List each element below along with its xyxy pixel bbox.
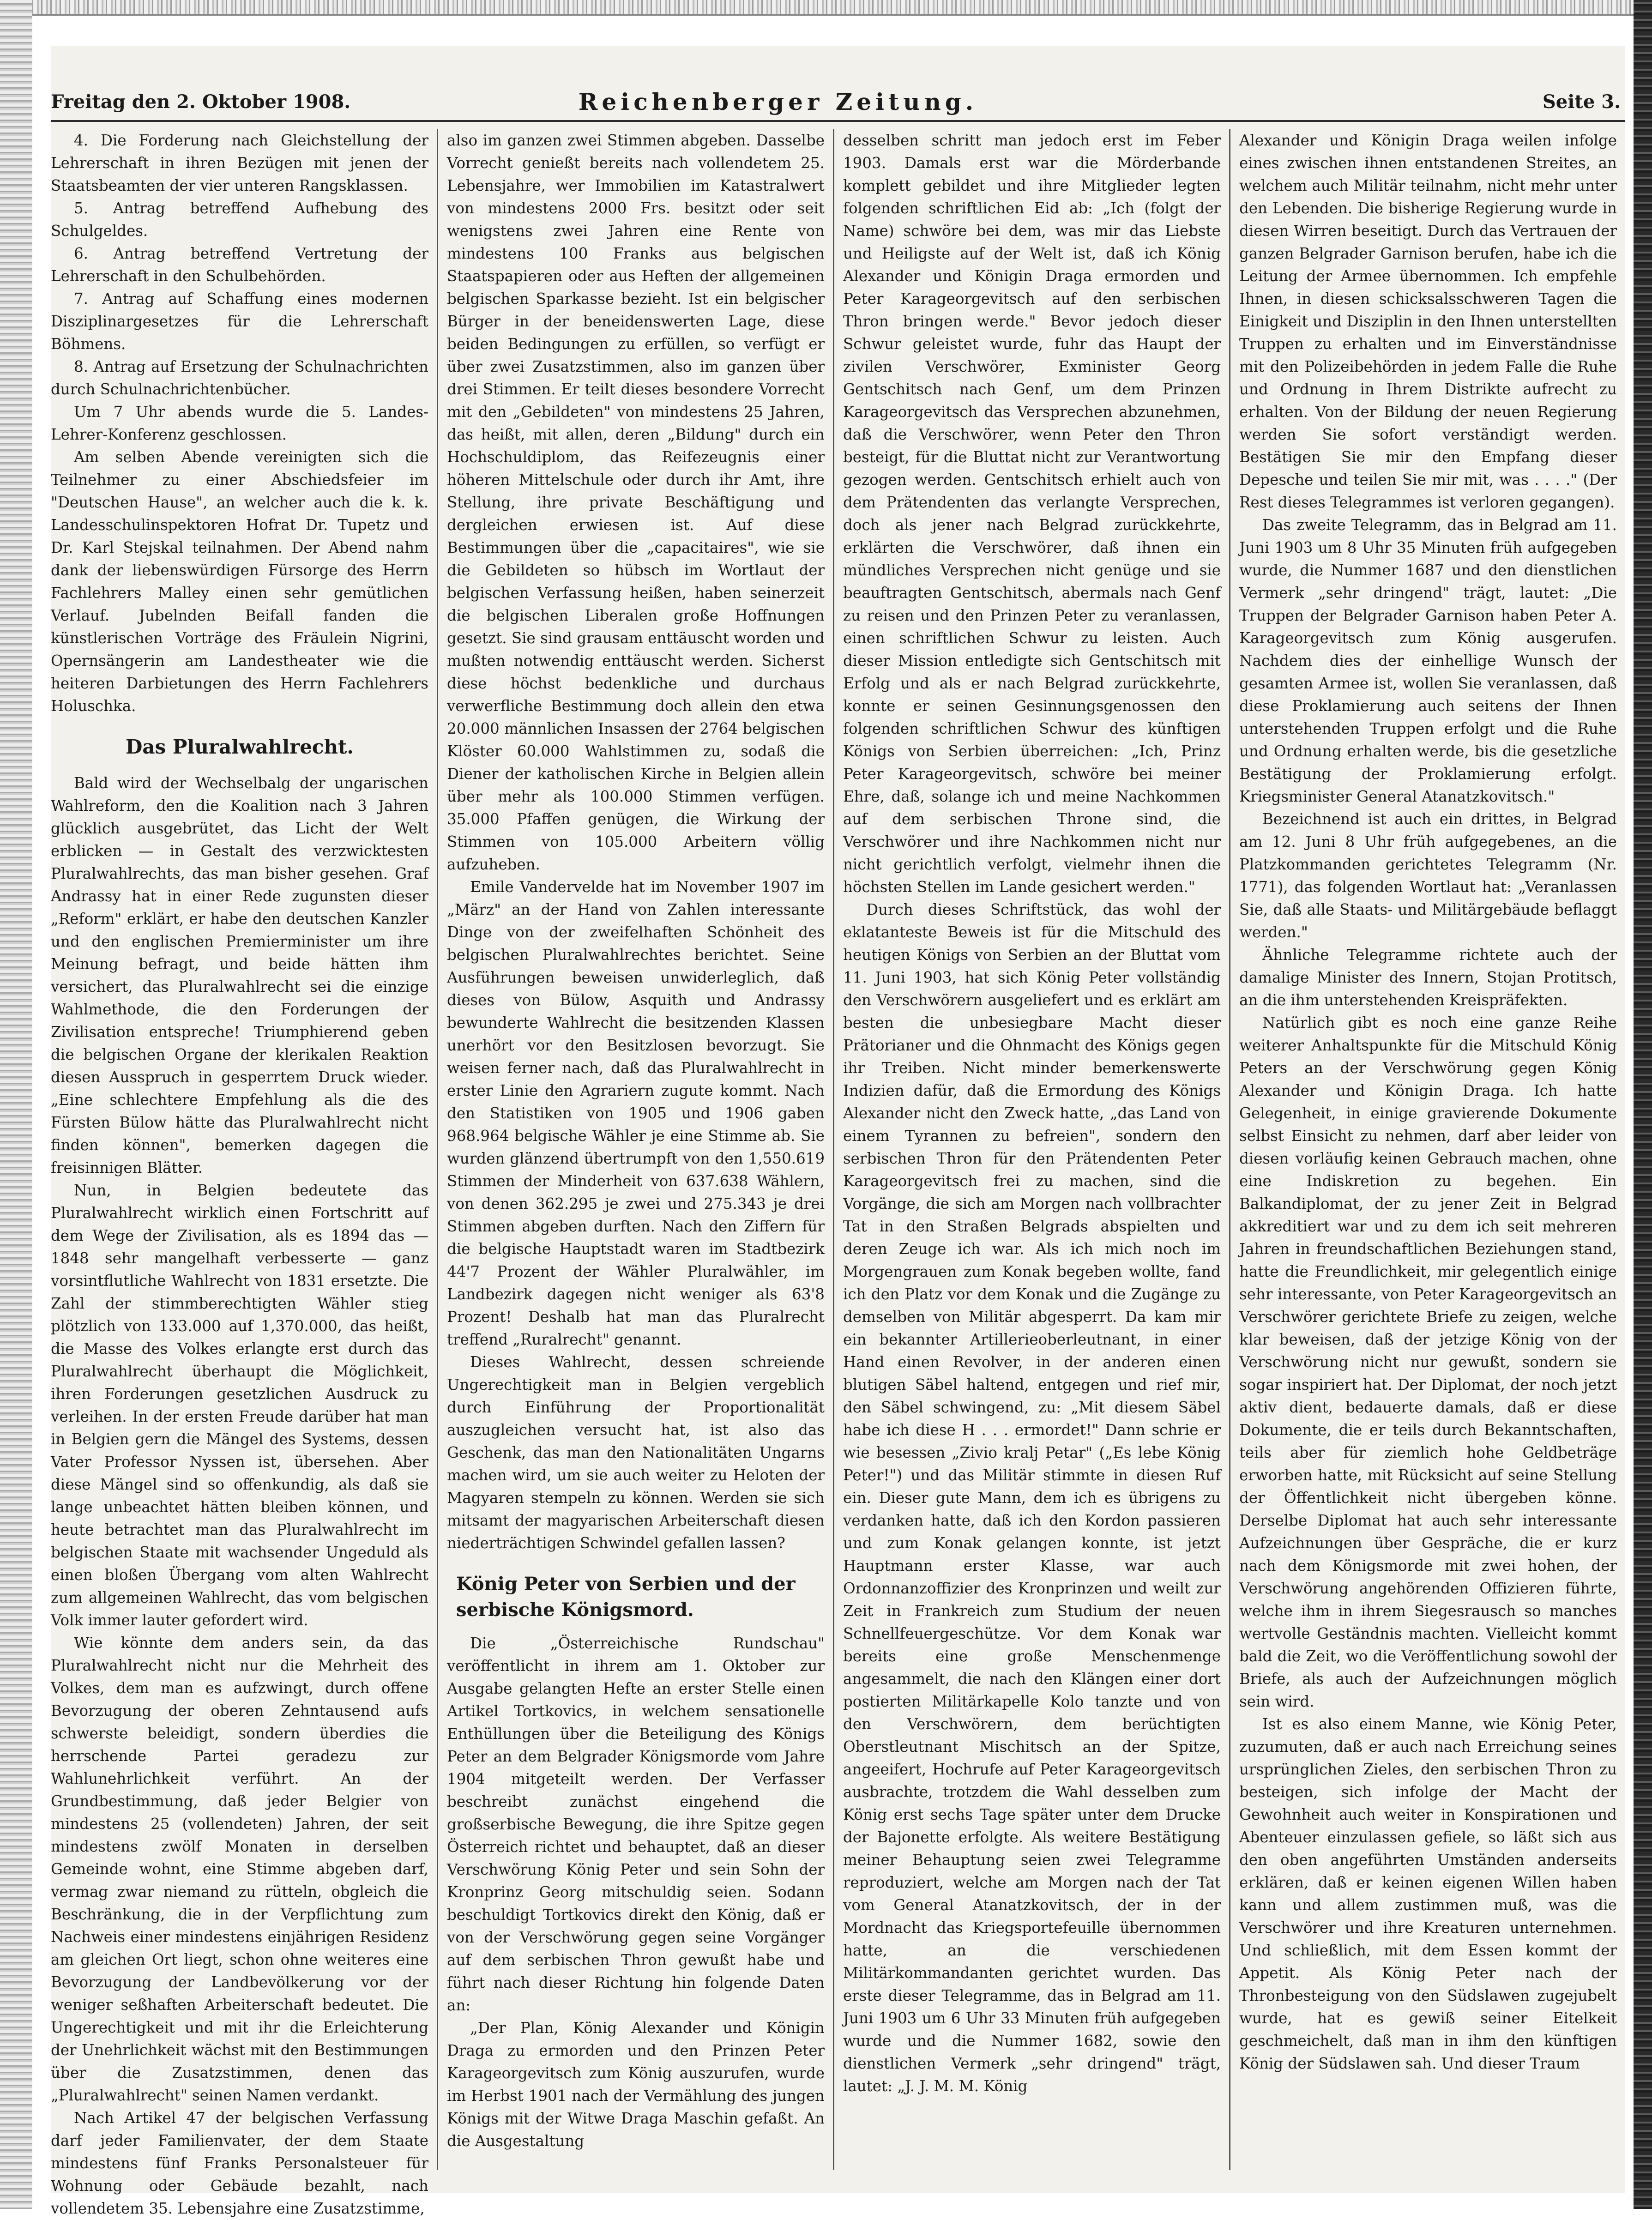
paragraph: Bezeichnend ist auch ein drittes, in Belgrad am 12. Juni 8 Uhr früh aufgegebenes, an die Platzkommanden gerichtetes Telegramm (Nr. 1771), das folgenden Wortlaut hat: „Veranlassen Sie, daß alle Staats- und Militärgebäude beflaggt werden." bbox=[1239, 810, 1617, 941]
newspaper-page bbox=[51, 46, 1625, 2217]
paragraph: Ist es also einem Manne, wie König Peter, zuzumuten, daß er auch nach Erreichung seines ursprünglichen Zieles, den serbischen Thron zu besteigen, sich infolge der Macht der Gewohnheit auch weiter in Konspirationen und Abenteuer einzulassen gefiele, so läßt sich aus den oben angeführten Umständen anderseits erklären, daß er keinen eigenen Willen haben kann und allem zustimmen muß, was die Verschwörer und ihre Kreaturen unternehmen. Und schließlich, mit dem Essen kommt der Appetit. Als König Peter nach der Thronbesteigung von den Südslawen zugejubelt wurde, hat es gewiß seiner Eitelkeit geschmeichelt, daß man in ihm den künftigen König der Südslawen sah. Und dieser Traum bbox=[1239, 1715, 1617, 2072]
article-heading-pluralwahlrecht: Das Pluralwahlrecht. bbox=[125, 736, 354, 758]
paragraph: Natürlich gibt es noch eine ganze Reihe weiterer Anhaltspunkte für die Mitschuld König Peters an der Verschwörung gegen König Alexander und Königin Draga. Ich hatte Gelegenheit, in einige gravierende Dokumente selbst Einsicht zu nehmen, darf aber leider von diesen vorläufig keinen Gebrauch machen, ohne eine Indiskretion zu begehen. Ein Balkandiplomat, der zu jener Zeit in Belgrad akkreditiert war und zu dem ich seit mehreren Jahren in freundschaftlichen Beziehungen stand, hatte die Freundlichkeit, mir gelegentlich einige sehr interessante, von Peter Karageorgevitsch an Verschwörer gerichtete Briefe zu zeigen, welche klar beweisen, daß der jetzige König von der Verschwörung nicht nur gewußt, sondern sie sogar inspiriert hat. Der Diplomat, der noch jetzt aktiv dient, bedauerte damals, daß er diese Dokumente, die er teils durch Bekanntschaften, teils aber für ziemlich hohe Geldbeträge erworben hatte, mit Rücksicht auf seine Stellung der Öffentlichkeit nicht übergeben könne. Derselbe Diplomat hat auch sehr interessante Aufzeichnungen über Gespräche, die er kurz nach dem Königsmorde mit zwei hohen, der Verschwörung angehörenden Offizieren führte, welche ihm in ihrem Siegesrausch so manches wertvolle Geständnis machten. Vielleicht kommt bald die Zeit, wo die Veröffentlichung sowohl der Briefe, als auch der Aufzeichnungen möglich sein wird. bbox=[1239, 1014, 1617, 1710]
paragraph: Ähnliche Telegramme richtete auch der damalige Minister des Innern, Stojan Protitsch, an die ihm unterstehenden Kreispräfekten. bbox=[1239, 946, 1617, 1009]
paragraph: Wie könnte dem anders sein, da das Pluralwahlrecht nicht nur die Mehrheit des Volkes, dem man es aufzwingt, durch offene Bevorzugung der oberen Zehntausend aufs schwerste beleidigt, sondern überdies die herrschende Partei geradezu zur Wahlunehrlichkeit verführt. An der Grundbestimmung, daß jeder Belgier von mindestens 25 (vollendeten) Jahren, der seit mindestens zwölf Monaten in derselben Gemeinde wohnt, eine Stimme abgeben darf, vermag zwar niemand zu rütteln, obgleich die Beschränkung, die in der Verpflichtung zum Nachweis einer mindestens einjährigen Residenz am gleichen Ort liegt, schon ohne weiteres eine Bevorzugung der Landbevölkerung vor der weniger seßhaften Arbeiterschaft bedeutet. Die Ungerechtigkeit und mit ihr die Erleichterung der Unehrlichkeit wächst mit den Bestimmungen über die Zusatzstimmen, denen das „Pluralwahlrecht" seinen Namen verdankt. bbox=[51, 1634, 428, 2104]
paragraph: Emile Vandervelde hat im November 1907 im „März" an der Hand von Zahlen interessante Dinge von der zweifelhaften Schönheit des belgischen Pluralwahlrechtes berichtet. Seine Ausführungen beweisen unwiderleglich, daß dieses von Bülow, Asquith und Andrassy bewunderte Wahlrecht die besitzenden Klassen unerhört vor den Besitzlosen bevorzugt. Sie weisen ferner nach, daß das Pluralwahlrecht in erster Linie den Agrariern zugute kommt. Nach den Statistiken von 1905 und 1906 gaben 968.964 belgische Wähler je eine Stimme ab. Sie wurden glänzend übertrumpft von den 1,550.619 Stimmen der Minderheit von 637.638 Wählern, von denen 362.295 je zwei und 275.343 je drei Stimmen abgeben durften. Nach den Ziffern für die belgische Hauptstadt waren im Stadtbezirk 44'7 Prozent der Wähler Pluralwähler, im Landbezirk dagegen nicht weniger als 63'8 Prozent! Deshalb hat man das Pluralrecht treffend „Ruralrecht" genannt. bbox=[447, 878, 825, 1348]
paragraph: also im ganzen zwei Stimmen abgeben. Dasselbe Vorrecht genießt bereits nach vollendetem 25. Lebensjahre, wer Immobilien im Katastralwert von mindestens 2000 Frs. besitzt oder seit wenigstens zwei Jahren eine Rente von mindestens 100 Franks aus belgischen Staatspapieren oder aus Heften der allgemeinen belgischen Sparkasse bezieht. Ist ein belgischer Bürger in der beneidenswerten Lage, diese beiden Bedingungen zu erfüllen, so verfügt er über zwei Zusatzstimmen, also im ganzen über drei Stimmen. Er teilt dieses besondere Vorrecht mit den „Gebildeten" von mindestens 25 Jahren, das heißt, mit allen, deren „Bildung" durch ein Hochschuldiplom, das Reifezeugnis einer höheren Mittelschule oder durch ihr Amt, ihre Stellung, ihre private Beschäftigung und dergleichen erwiesen ist. Auf diese Bestimmungen über die „capacitaires", wie sie die Gebildeten so hübsch im Wortlaut der belgischen Verfassung heißen, haben seinerzeit die belgischen Liberalen große Hoffnungen gesetzt. Sie sind grausam enttäuscht worden und mußten notwendig enttäuscht werden. Sicherst diese höchst bedenkliche und durchaus verwerfliche Bestimmung doch allein den etwa 20.000 männlichen Insassen der 2764 belgischen Klöster 60.000 Wahlstimmen zu, sodaß die Diener der katholischen Kirche in Belgien allein über mehr als 100.000 Stimmen verfügen. 35.000 Pfaffen genügen, die Wirkung der Stimmen von 105.000 Arbeitern völlig aufzuheben. bbox=[447, 132, 825, 873]
paragraph: 5. Antrag betreffend Aufhebung des Schulgeldes. bbox=[51, 199, 428, 240]
column-rule bbox=[1229, 129, 1230, 2170]
scan-edge-left bbox=[0, 0, 32, 2209]
paragraph: 6. Antrag betreffend Vertretung der Lehrerschaft in den Schulbehörden. bbox=[51, 245, 428, 285]
paragraph: „Der Plan, König Alexander und Königin Draga zu ermorden und den Prinzen Peter Karageorgevitsch zum König auszurufen, wurde im Herbst 1901 nach der Vermählung des jungen Königs mit der Witwe Draga Maschin gefaßt. An die Ausgestaltung bbox=[447, 2019, 825, 2150]
paragraph: Am selben Abende vereinigten sich die Teilnehmer zu einer Abschiedsfeier im "Deutschen Hause", an welcher auch die k. k. Landesschulinspektoren Hofrat Dr. Tupetz und Dr. Karl Stejskal teilnahmen. Der Abend nahm dank der liebenswürdigen Fürsorge des Herrn Fachlehrers Malley einen sehr gemütlichen Verlauf. Jubelnden Beifall fanden die künstlerischen Vorträge des Fräulein Nigrini, Opernsängerin am Landestheater wie die heiteren Darbietungen des Herrn Fachlehrers Holuschka. bbox=[51, 448, 428, 715]
paragraph: desselben schritt man jedoch erst im Feber 1903. Damals erst war die Mörderbande komplett gebildet und ihre Mitglieder legten folgenden schriftlichen Eid ab: „Ich (folgt der Name) schwöre bei dem, was mir das Liebste und Heiligste auf der Welt ist, daß ich König Alexander und Königin Draga ermorden und Peter Karageorgevitsch auf den serbischen Thron bringen werde." Bevor jedoch dieser Schwur geleistet wurde, fuhr das Haupt der zivilen Verschwörer, Exminister Georg Gentschitsch nach Genf, um dem Prinzen Karageorgevitsch das Versprechen abzunehmen, daß die Verschwörer, wenn Peter den Thron besteigt, für die Bluttat nicht zur Verantwortung gezogen werden. Gentschitsch erhielt auch von dem Prätendenten das verlangte Versprechen, doch als jener nach Belgrad zurückkehrte, erklärten die Verschwörer, daß ihnen ein mündliches Versprechen nicht genüge und sie beauftragten Gentschitsch, abermals nach Genf zu reisen und den Prinzen Peter zu veranlassen, einen schriftlichen Schwur zu leisten. Auch dieser Mission entledigte sich Gentschitsch mit Erfolg und als er nach Belgrad zurückkehrte, konnte er seinen Gesinnungsgenossen den folgenden schriftlichen Schwur des künftigen Königs von Serbien überreichen: „Ich, Prinz Peter Karageorgevitsch, schwöre bei meiner Ehre, daß, solange ich und meine Nachkommen auf dem serbischen Throne sind, die Verschwörer und ihre Nachkommen nicht nur nicht gerichtlich verfolgt, vielmehr ihnen die höchsten Stellen im Lande gesichert werden." bbox=[843, 132, 1221, 896]
scan-edge-top bbox=[0, 0, 1652, 16]
paragraph: Alexander und Königin Draga weilen infolge eines zwischen ihnen entstandenen Streites, an welchem auch Militär teilnahm, nicht mehr unter den Lebenden. Die bisherige Regierung wurde in diesen Wirren beseitigt. Durch das Vertrauen der ganzen Belgrader Garnison berufen, habe ich die Leitung der Armee übernommen. Ich empfehle Ihnen, in diesen schicksalsschweren Tagen die Einigkeit und Disziplin in den Ihnen unterstellten Truppen zu erhalten und im Einverständnisse mit den Polizeibehörden in jedem Falle die Ruhe und Ordnung in Ihrem Distrikte aufrecht zu erhalten. Von der Bildung der neuen Regierung werden Sie sofort verständigt werden. Bestätigen Sie mir den Empfang dieser Depesche und teilen Sie mir mit, was . . . ." (Der Rest dieses Telegrammes ist verloren gegangen). bbox=[1239, 132, 1617, 511]
paragraph: Die „Österreichische Rundschau" veröffentlicht in ihrem am 1. Oktober zur Ausgabe gelangten Hefte an erster Stelle einen Artikel Tortkovics, in welchem sensationelle Enthüllungen über die Beteiligung des Königs Peter an dem Belgrader Königsmorde vom Jahre 1904 mitgeteilt werden. Der Verfasser beschreibt zunächst eingehend die großserbische Bewegung, die ihre Spitze gegen Österreich richtet und behauptet, daß an dieser Verschwörung König Peter und sein Sohn der Kronprinz Georg mitschuldig seien. Sodann beschuldigt Tortkovics direkt den König, daß er von der Verschwörung gegen seine Vorgänger auf dem serbischen Thron gewußt habe und führt nach dieser Richtung hin folgende Daten an: bbox=[447, 1635, 825, 2014]
column-1 bbox=[51, 129, 428, 2217]
column-2 bbox=[447, 129, 825, 2175]
paragraph: Um 7 Uhr abends wurde die 5. Landes-Lehrer-Konferenz geschlossen. bbox=[51, 403, 428, 443]
paragraph: Bald wird der Wechselbalg der ungarischen Wahlreform, den die Koalition nach 3 Jahren glücklich ausgebrütet, das Licht der Welt erblicken — in Gestalt des verzwicktesten Pluralwahlrechts, das man bisher gesehen. Graf Andrassy hat in einer Rede zugunsten dieser „Reform" erklärt, er habe den deutschen Kanzler und den englischen Premierminister um ihre Meinung befragt, und beide hätten ihm versichert, das Pluralwahlrecht sei die einzige Wahlmethode, die den Forderungen der Zivilisation entspreche! Triumphierend geben die belgischen Organe der klerikalen Reaktion diesen Ausspruch in gesperrtem Druck wieder. „Eine schlechtere Empfehlung als die des Fürsten Bülow hätte das Pluralwahlrecht nicht finden können", bemerken dagegen die freisinnigen Blätter. bbox=[51, 774, 428, 1176]
header-date: Freitag den 2. Oktober 1908. bbox=[51, 90, 351, 113]
paragraph: 7. Antrag auf Schaffung eines modernen Disziplinargesetzes für die Lehrerschaft Böhmens. bbox=[51, 290, 428, 353]
column-4 bbox=[1239, 129, 1617, 2175]
column-3 bbox=[843, 129, 1221, 2175]
masthead: Reichenberger Zeitung. bbox=[578, 88, 978, 115]
column-rule bbox=[437, 129, 438, 2170]
scan-edge-right bbox=[1634, 0, 1652, 2209]
paragraph: Dieses Wahlrecht, dessen schreiende Ungerechtigkeit man in Belgien vergeblich durch Einführung der Proportionalität auszugleichen versucht hat, ist also das Geschenk, das man den Nationalitäten Ungarns machen wird, um sie auch weiter zu Heloten der Magyaren stempeln zu können. Werden sie sich mitsamt der magyarischen Arbeiterschaft diesen niederträchtigen Schwindel gefallen lassen? bbox=[447, 1353, 825, 1552]
paragraph: Durch dieses Schriftstück, das wohl der eklatanteste Beweis ist für die Mitschuld des heutigen Königs von Serbien an der Bluttat vom 11. Juni 1903, hat sich König Peter vollständig den Verschwörern ausgeliefert und es erklärt am besten die unbesiegbare Macht dieser Prätorianer und die Ohnmacht des Königs gegen ihr Treiben. Nicht minder bemerkenswerte Indizien dafür, daß die Ermordung des Königs Alexander nicht den Zweck hatte, „das Land von einem Tyrannen zu befreien", sondern den serbischen Thron für den Prätendenten Peter Karageorgevitsch frei zu machen, sind die Vorgänge, die sich am Morgen nach vollbrachter Tat in den Straßen Belgrads abspielten und deren Zeuge ich war. Als ich mich noch im Morgengrauen zum Konak begeben wollte, fand ich den Platz vor dem Konak und die Zugänge zu demselben von Militär abgesperrt. Da kam mir ein bekannter Artillerieoberleutnant, in einer Hand einen Revolver, in der anderen einen blutigen Säbel haltend, entgegen und rief mir, den Säbel schwingend, zu: „Mit diesem Säbel habe ich diese H . . . ermordet!" Dann schrie er wie besessen „Zivio kralj Petar" („Es lebe König Peter!") und das Militär stimmte in diesen Ruf ein. Dieser gute Mann, dem ich es übrigens zu verdanken hatte, daß ich den Kordon passieren und zum Konak gelangen konnte, ist jetzt Hauptmann erster Klasse, war auch Ordonnanzoffizier des Kronprinzen und weilt zur Zeit in Frankreich zum Studium der neuen Schnellfeuergeschütze. Vor dem Konak war bereits eine große Menschenmenge angesammelt, die nach den Klängen einer dort postierten Militärkapelle Kolo tanzte und von den Verschwörern, dem berüchtigten Oberstleutnant Mischitsch an der Spitze, angeeifert, Hochrufe auf Peter Karageorgevitsch ausbrachte, trotzdem die Wahl desselben zum König erst sechs Tage später unter dem Drucke der Bajonette erfolgte. Als weitere Bestätigung meiner Behauptung seien zwei Telegramme reproduziert, welche am Morgen nach der Tat vom General Atanatzkovitsch, der in der Mordnacht das Kriegsportefeuille übernommen hatte, an die verschiedenen Militärkommandanten gerichtet wurden. Das erste dieser Telegramme, das in Belgrad am 11. Juni 1903 um 6 Uhr 33 Minuten früh aufgegeben wurde und die Nummer 1682, sowie den dienstlichen Vermerk „sehr dringend" trägt, lautet: „J. J. M. M. König bbox=[843, 901, 1221, 2095]
paragraph: Das zweite Telegramm, das in Belgrad am 11. Juni 1903 um 8 Uhr 35 Minuten früh aufgegeben wurde, die Nummer 1687 und den dienstlichen Vermerk „sehr dringend" trägt, lautet: „Die Truppen der Belgrader Garnison haben Peter A. Karageorgevitsch zum König ausgerufen. Nachdem dies der einhellige Wunsch der gesamten Armee ist, wollen Sie veranlassen, daß diese Proklamierung auch seitens der Ihnen unterstehenden Truppen erfolgt und die Ruhe und Ordnung erhalten werde, bis die gesetzliche Bestätigung der Proklamierung erfolgt. Kriegsminister General Atanatzkovitsch." bbox=[1239, 516, 1617, 805]
page-header bbox=[51, 83, 1625, 122]
page-number: Seite 3. bbox=[1542, 90, 1621, 113]
paragraph: 8. Antrag auf Ersetzung der Schulnachrichten durch Schulnachrichtenbücher. bbox=[51, 358, 428, 398]
column-rule bbox=[833, 129, 834, 2170]
paragraph: 4. Die Forderung nach Gleichstellung der Lehrerschaft in ihren Bezügen mit jenen der Staatsbeamten der vier unteren Rangsklassen. bbox=[51, 132, 428, 194]
paragraph: Nach Artikel 47 der belgischen Verfassung darf jeder Familienvater, der dem Staate mindestens fünf Franks Personalsteuer für Wohnung oder Gebäude bezahlt, nach vollendetem 35. Lebensjahre eine Zusatzstimme, bbox=[51, 2109, 428, 2217]
article-heading-koenig-peter: König Peter von Serbien und der serbische Königsmord. bbox=[456, 1573, 796, 1621]
paragraph: Nun, in Belgien bedeutete das Pluralwahlrecht wirklich einen Fortschritt auf dem Wege der Zivilisation, als es 1894 das — 1848 sehr mangelhaft verbesserte — ganz vorsintflutliche Wahlrecht von 1831 ersetzte. Die Zahl der stimmberechtigten Wähler stieg plötzlich von 133.000 auf 1,370.000, das heißt, die Masse des Volkes erlangte erst durch das Pluralwahlrecht überhaupt die Möglichkeit, ihren Forderungen gesetzlichen Ausdruck zu verleihen. In der ersten Freude darüber hat man in Belgien gern die Mängel des Systems, dessen Vater Professor Nyssen ist, übersehen. Aber diese Mängel sind so offenkundig, als daß sie lange unbeachtet hätten bleiben können, und heute betrachtet man das Pluralwahlrecht im belgischen Staate mit wachsender Ungeduld als einen bloßen Übergang vom alten Wahlrecht zum allgemeinen Wahlrecht, das vom belgischen Volk immer lauter gefordert wird. bbox=[51, 1182, 428, 1629]
